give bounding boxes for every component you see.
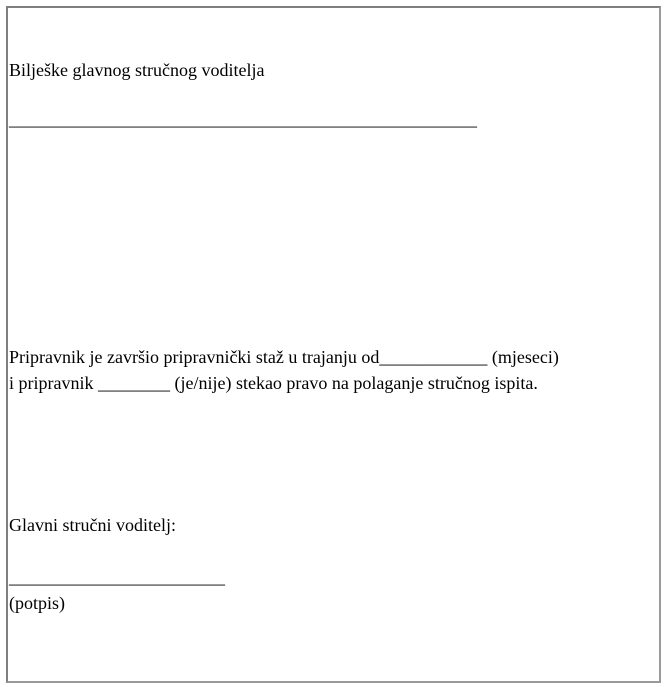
notes-heading: Bilješke glavnog stručnog voditelja xyxy=(9,60,265,80)
signature-caption: (potpis) xyxy=(9,593,65,613)
signature-line: ________________________ xyxy=(9,567,225,587)
completion-text-line-1: Pripravnik je završio pripravnički staž u trajanju od____________ (mjeseci) xyxy=(9,347,559,367)
signatory-label: Glavni stručni voditelj: xyxy=(9,515,176,535)
notes-line: ____________________________________________________ xyxy=(9,109,477,129)
completion-text-line-2: i pripravnik ________ (je/nije) stekao pravo na polaganje stručnog ispita. xyxy=(9,373,538,393)
